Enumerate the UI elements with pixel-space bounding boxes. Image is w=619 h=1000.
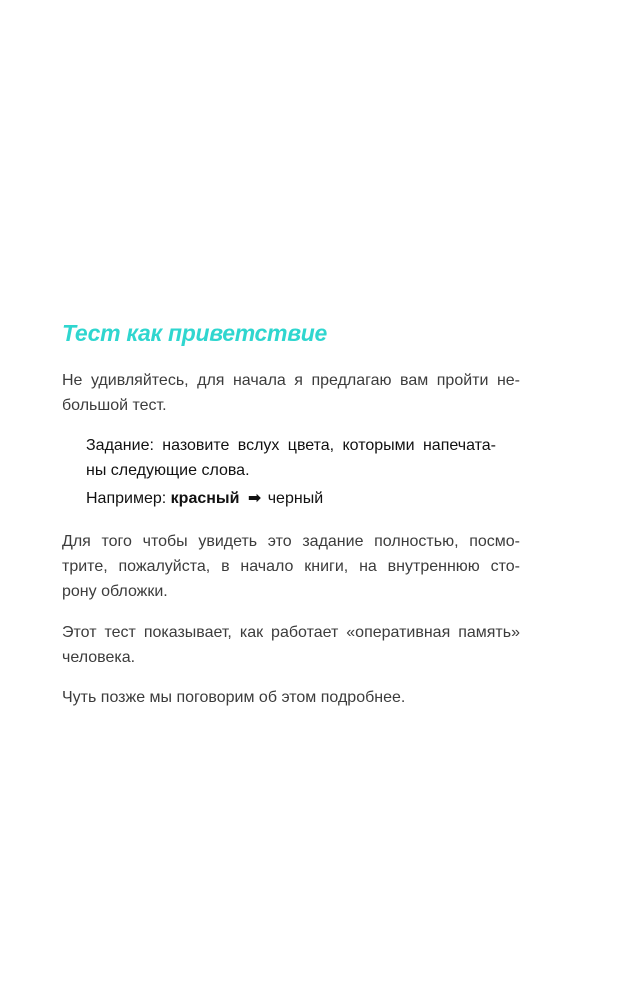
instructions-line-1: Для того чтобы увидеть это задание полностью, посмо-	[62, 533, 520, 550]
intro-line-1: Не удивляйтесь, для начала я предлагаю вам пройти не-	[62, 372, 520, 389]
example-label: Например:	[86, 490, 167, 507]
memory-line-1: Этот тест показывает, как работает «оперативная память»	[62, 624, 520, 641]
memory-line-2: человека.	[62, 649, 136, 666]
task-line-1: Задание: назовите вслух цвета, которыми напечата-	[86, 437, 496, 454]
instructions-paragraph	[62, 529, 520, 604]
example-line	[86, 486, 323, 511]
task-line-2: ны следующие слова.	[86, 462, 250, 479]
intro-paragraph	[62, 368, 520, 418]
arrow-right-icon: ➡	[247, 490, 262, 507]
closing-line: Чуть позже мы поговорим об этом подробнее.	[62, 689, 406, 706]
section-heading: Тест как приветствие	[62, 320, 328, 346]
task-paragraph	[86, 433, 496, 483]
example-word: красный	[170, 490, 240, 507]
instructions-line-3: рону обложки.	[62, 583, 168, 600]
closing-paragraph	[62, 685, 520, 710]
example-answer: черный	[267, 490, 324, 507]
memory-paragraph	[62, 620, 520, 670]
instructions-line-2: трите, пожалуйста, в начало книги, на внутреннюю сто-	[62, 558, 520, 575]
intro-line-2: большой тест.	[62, 397, 167, 414]
